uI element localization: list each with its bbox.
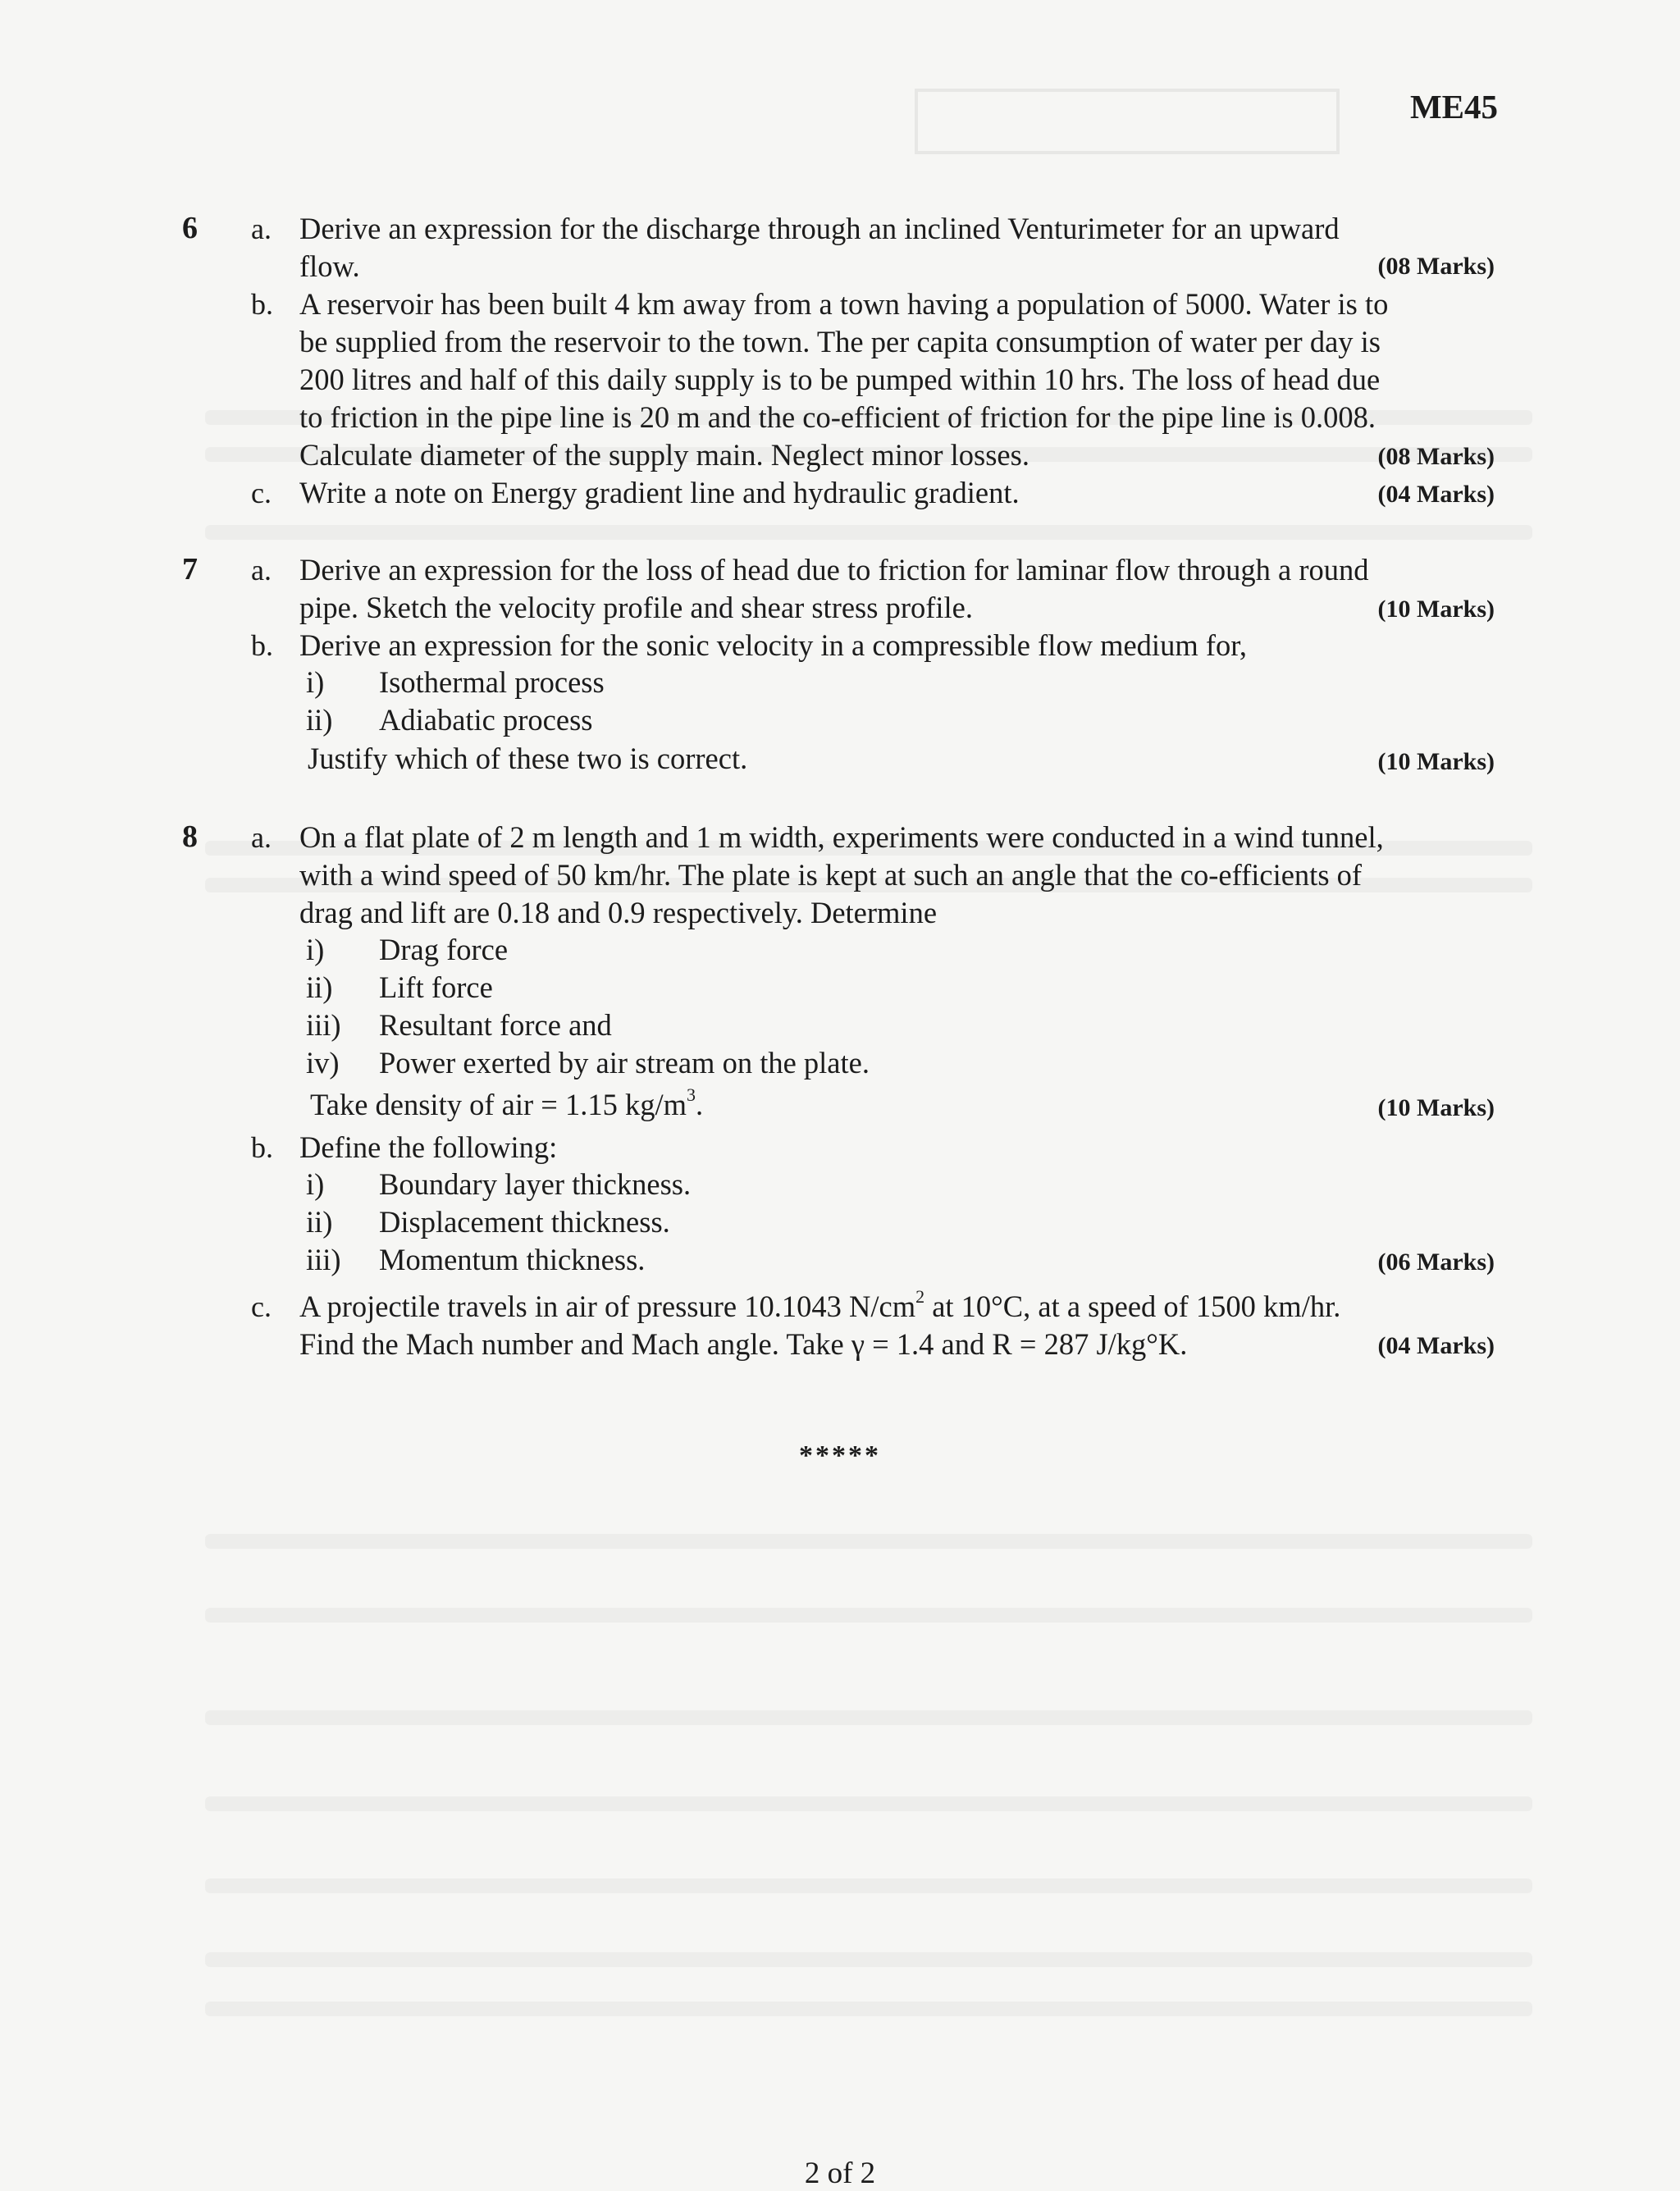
q7b-marks: (10 Marks) — [1377, 748, 1495, 775]
q8b-item-text: Boundary layer thickness. — [379, 1167, 692, 1201]
q8a-density-line — [310, 1086, 1508, 1124]
q8c-line2: Find the Mach number and Mach angle. Take γ = 1.4 and R = 287 J/kg°K. — [299, 1327, 1188, 1361]
q8a-density-exponent: 3 — [686, 1084, 696, 1105]
q8a-density-text: Take density of air = 1.15 kg/m — [310, 1088, 687, 1121]
page-number: 2 of 2 — [804, 2157, 876, 2190]
bleed-through-line — [205, 1608, 1532, 1623]
q8a-item-roman: i) — [306, 933, 325, 966]
q6a-marks: (08 Marks) — [1377, 253, 1495, 280]
q7b-line1: Derive an expression for the sonic velocity in a compressible flow medium for, — [299, 628, 1248, 662]
part-letter-7b: b. — [251, 629, 273, 662]
bleed-through-line — [205, 1796, 1532, 1811]
part-letter-7a: a. — [251, 554, 272, 587]
part-letter-6c: c. — [251, 477, 272, 509]
question-number-6: 6 — [182, 211, 198, 245]
q8b-item-roman: i) — [306, 1167, 325, 1201]
q6c-line1: Write a note on Energy gradient line and hydraulic gradient. — [299, 476, 1020, 509]
q8a-item-text: Lift force — [379, 970, 493, 1004]
q6b-line2: be supplied from the reservoir to the town. The per capita consumption of water per day is — [299, 325, 1381, 358]
q6a-line2: flow. — [299, 249, 360, 283]
q8a-line1: On a flat plate of 2 m length and 1 m width, experiments were conducted in a wind tunnel, — [299, 820, 1384, 854]
q8b-item-text: Displacement thickness. — [379, 1205, 670, 1239]
q8c-line1 — [299, 1285, 1497, 1326]
q7a-line1: Derive an expression for the loss of head due to friction for laminar flow through a round — [299, 553, 1369, 587]
part-letter-8b: b. — [251, 1131, 273, 1164]
q7a-line2: pipe. Sketch the velocity profile and shear stress profile. — [299, 591, 974, 624]
q7b-line2: Justify which of these two is correct. — [308, 742, 748, 775]
q8a-item-roman: ii) — [306, 970, 333, 1004]
q6c-marks: (04 Marks) — [1377, 481, 1495, 508]
part-letter-6a: a. — [251, 212, 272, 245]
part-letter-8a: a. — [251, 821, 272, 854]
q8a-item-roman: iii) — [306, 1008, 341, 1042]
q6b-line3: 200 litres and half of this daily supply is to be pumped within 10 hrs. The loss of head due — [299, 363, 1381, 396]
q8b-item-text: Momentum thickness. — [379, 1243, 646, 1276]
q6b-line5: Calculate diameter of the supply main. Neglect minor losses. — [299, 438, 1029, 472]
q8b-item-roman: iii) — [306, 1243, 341, 1276]
q8c-pressure-exponent: 2 — [915, 1285, 925, 1307]
q7b-item-roman: ii) — [306, 703, 333, 737]
end-of-paper-mark: ***** — [799, 1440, 881, 1471]
bleed-through-line — [205, 2002, 1532, 2016]
q7b-item-text: Isothermal process — [379, 665, 605, 699]
q8a-line3: drag and lift are 0.18 and 0.9 respectively. Determine — [299, 896, 938, 929]
part-letter-8c: c. — [251, 1290, 272, 1323]
bleed-through-line — [205, 1878, 1532, 1893]
bleed-through-box — [915, 89, 1340, 154]
q8b-item-roman: ii) — [306, 1205, 333, 1239]
bleed-through-line — [205, 1534, 1532, 1549]
course-code: ME45 — [1409, 88, 1498, 126]
q8a-item-roman: iv) — [306, 1046, 340, 1080]
q6a-line1: Derive an expression for the discharge through an inclined Venturimeter for an upward — [299, 212, 1340, 245]
bleed-through-line — [205, 525, 1532, 540]
question-number-7: 7 — [182, 552, 198, 587]
q8b-line1: Define the following: — [299, 1130, 558, 1164]
q7b-item-roman: i) — [306, 665, 325, 699]
part-letter-6b: b. — [251, 288, 273, 321]
q8a-item-text: Resultant force and — [379, 1008, 612, 1042]
q8a-item-text: Drag force — [379, 933, 509, 966]
q8a-marks: (10 Marks) — [1377, 1094, 1495, 1121]
question-number-8: 8 — [182, 819, 198, 854]
q8c-line1-rest: at 10°C, at a speed of 1500 km/hr. — [924, 1289, 1341, 1323]
q8c-line1-text: A projectile travels in air of pressure 10.1043 N/cm — [299, 1289, 916, 1323]
q8b-marks: (06 Marks) — [1377, 1248, 1495, 1276]
q8a-line2: with a wind speed of 50 km/hr. The plate is kept at such an angle that the co-efficients of — [299, 858, 1363, 892]
q6b-marks: (08 Marks) — [1377, 443, 1495, 470]
q8c-marks: (04 Marks) — [1377, 1332, 1495, 1359]
bleed-through-line — [205, 1952, 1532, 1967]
q6b-line4: to friction in the pipe line is 20 m and the co-efficient of friction for the pipe line is 0.008. — [299, 400, 1376, 434]
q7a-marks: (10 Marks) — [1377, 596, 1495, 623]
q7b-item-text: Adiabatic process — [379, 703, 593, 737]
q8a-item-text: Power exerted by air stream on the plate. — [379, 1046, 870, 1080]
q6b-line1: A reservoir has been built 4 km away from a town having a population of 5000. Water is to — [299, 287, 1389, 321]
q8a-density-period: . — [695, 1088, 704, 1121]
bleed-through-line — [205, 1710, 1532, 1725]
